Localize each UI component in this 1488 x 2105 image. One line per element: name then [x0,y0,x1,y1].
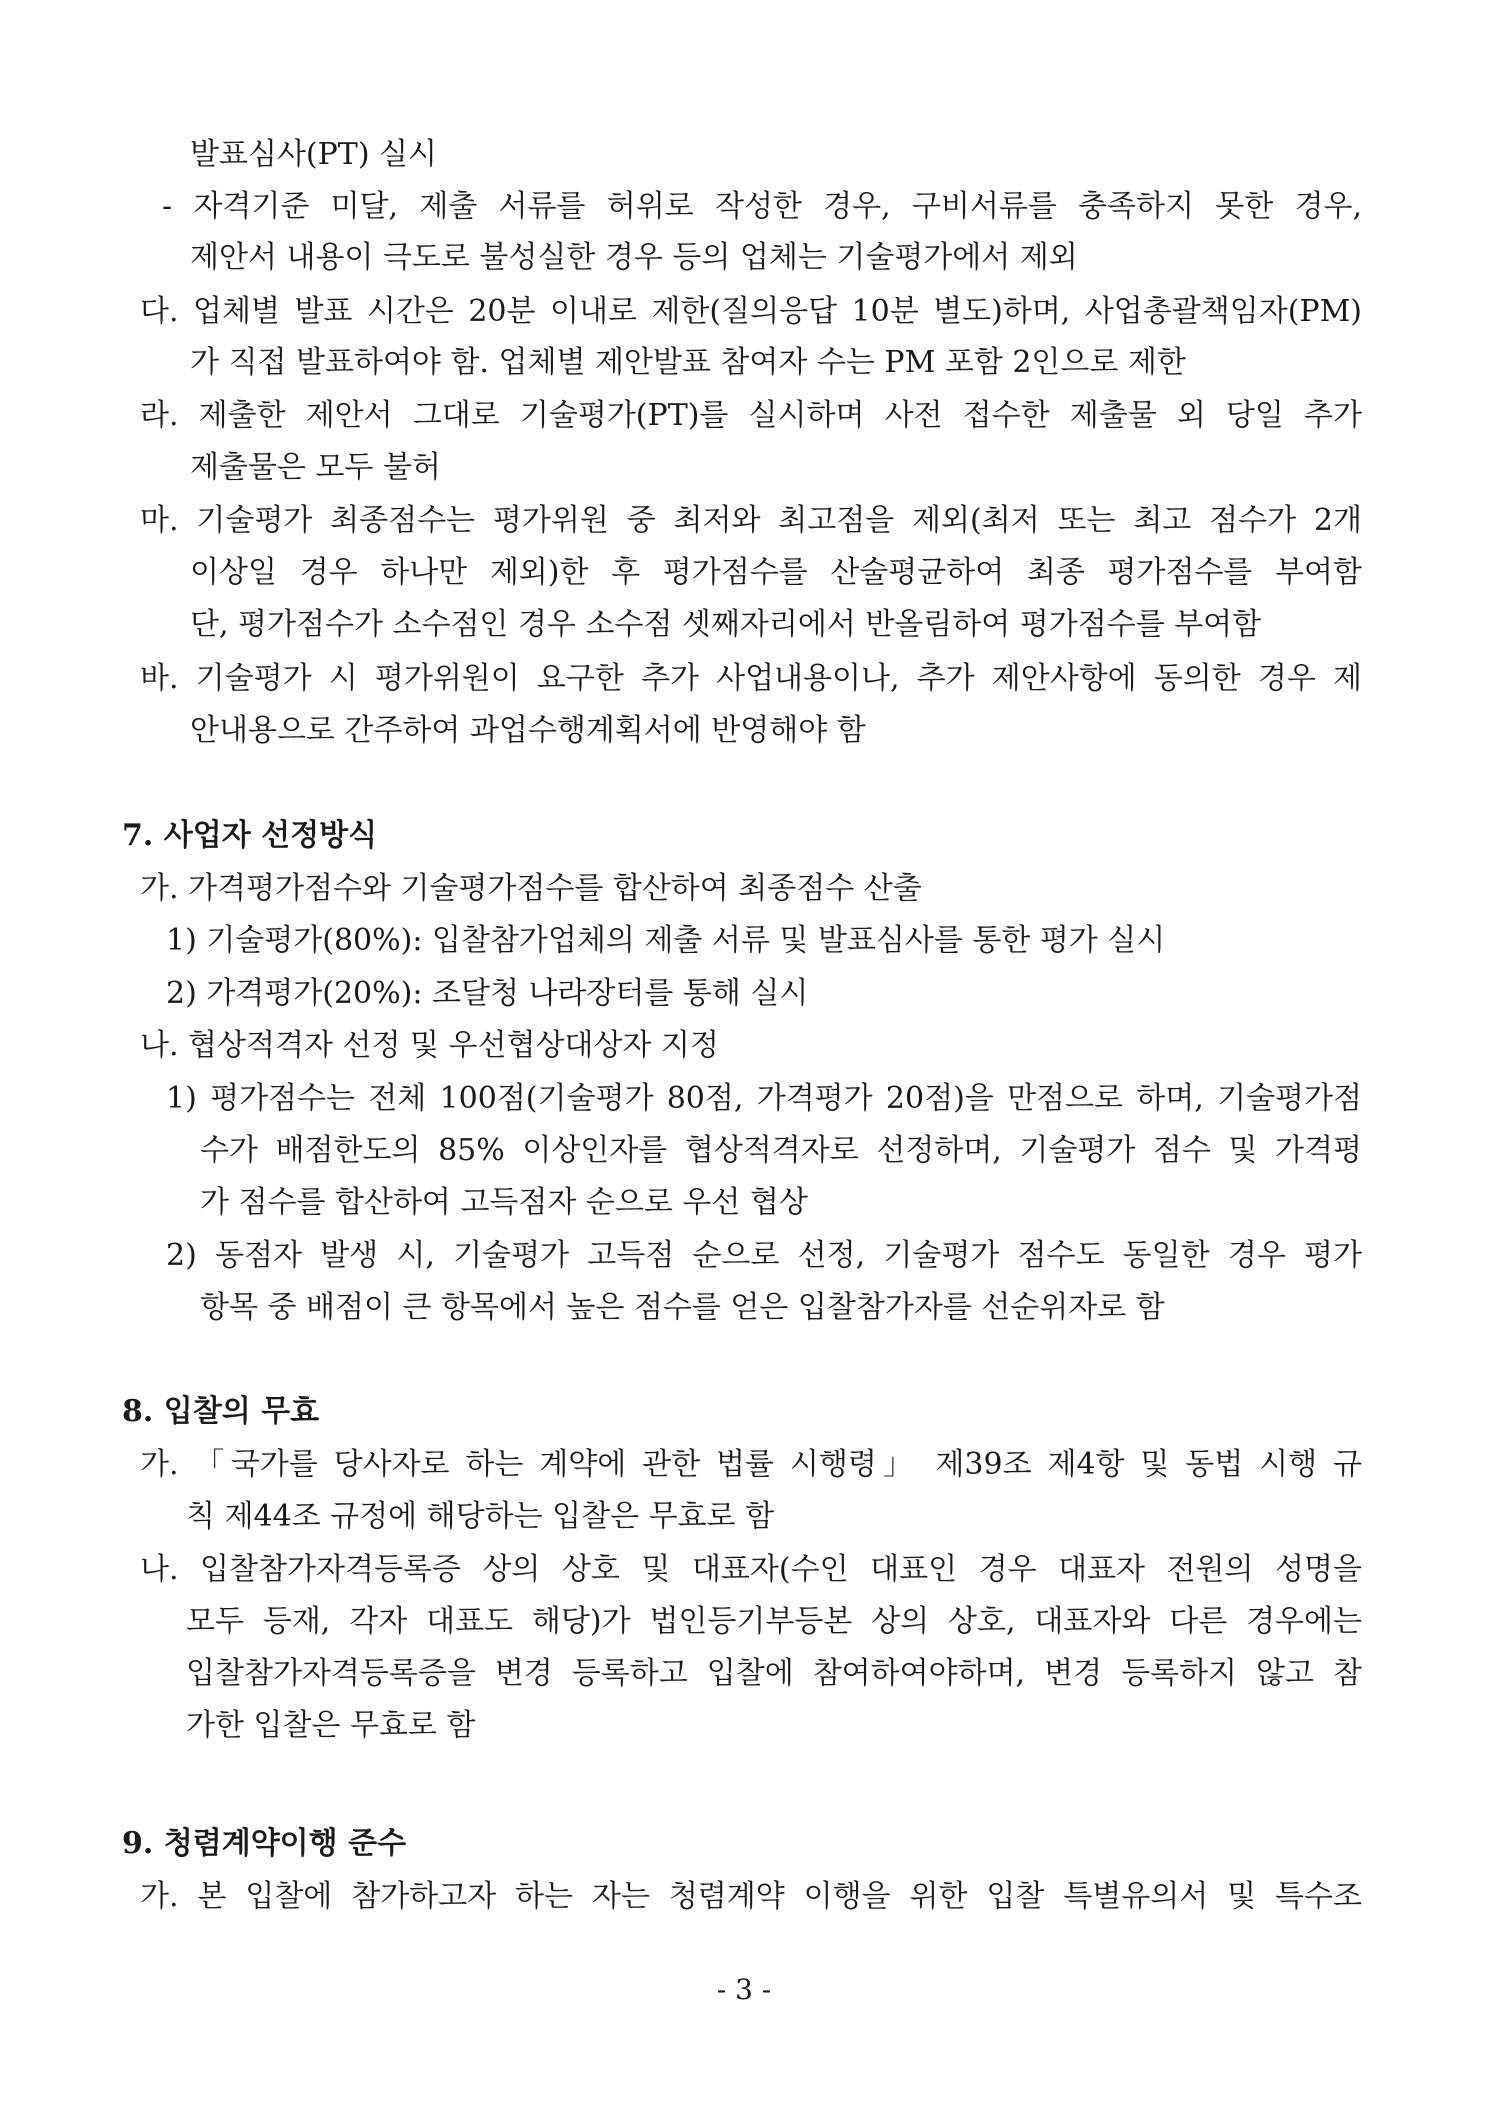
text-line: 가 점수를 합산하여 고득점자 순으로 우선 협상 [200,1185,808,1220]
text-line: 다. 업체별 발표 시간은 20분 이내로 제한(질의응답 10분 별도)하며, 사업총괄책임자(PM) [140,294,1362,329]
text-line: 가. 가격평가점수와 기술평가점수를 합산하여 최종점수 산출 [140,871,922,906]
text-line: 가. 본 입찰에 참가하고자 하는 자는 청렴계약 이행을 위한 입찰 특별유의서 및 특수조 [140,1879,1362,1914]
text-line: 나. 협상적격자 선정 및 우선협상대상자 지정 [140,1028,719,1063]
text-line: 모두 등재, 각자 대표도 해당)가 법인등기부등본 상의 상호, 대표자와 다른 경우에는 [186,1604,1362,1639]
text-line: 제안서 내용이 극도로 불성실한 경우 등의 업체는 기술평가에서 제외 [190,240,1078,275]
section-heading: 9. 청렴계약이행 준수 [122,1826,407,1861]
text-line: 바. 기술평가 시 평가위원이 요구한 추가 사업내용이나, 추가 제안사항에 동의한 경우 제 [140,661,1362,696]
text-line: 1) 평가점수는 전체 100점(기술평가 80점, 가격평가 20점)을 만점으로 하며, 기술평가점 [166,1081,1362,1116]
section-heading: 8. 입찰의 무효 [122,1394,320,1429]
text-line: 2) 가격평가(20%): 조달청 나라장터를 통해 실시 [166,976,809,1011]
text-line: 가. 「국가를 당사자로 하는 계약에 관한 법률 시행령」 제39조 제4항 및 동법 시행 규 [140,1447,1362,1482]
text-line: 안내용으로 간주하여 과업수행계획서에 반영해야 함 [190,713,866,748]
section-heading: 7. 사업자 선정방식 [122,818,378,853]
text-line: 입찰참가자격등록증을 변경 등록하고 입찰에 참여하여야하며, 변경 등록하지 않고 참 [186,1656,1362,1691]
text-line: 이상일 경우 하나만 제외)한 후 평가점수를 산술평균하여 최종 평가점수를 부여함 [190,555,1362,590]
text-line: 항목 중 배점이 큰 항목에서 높은 점수를 얻은 입찰참가자를 선순위자로 함 [200,1290,1165,1325]
text-line: 마. 기술평가 최종점수는 평가위원 중 최저와 최고점을 제외(최저 또는 최고 점수가 2개 [140,503,1362,538]
text-line: 수가 배점한도의 85% 이상인자를 협상적격자로 선정하며, 기술평가 점수 및 가격평 [200,1133,1362,1168]
text-line: 제출물은 모두 불허 [190,450,441,485]
text-line: - 자격기준 미달, 제출 서류를 허위로 작성한 경우, 구비서류를 충족하지 못한 경우, [162,189,1362,224]
text-line: 발표심사(PT) 실시 [190,137,438,172]
text-line: 가한 입찰은 무효로 함 [186,1708,476,1743]
text-line: 2) 동점자 발생 시, 기술평가 고득점 순으로 선정, 기술평가 점수도 동일한 경우 평가 [166,1238,1362,1273]
text-line: 단, 평가점수가 소수점인 경우 소수점 셋째자리에서 반올림하여 평가점수를 부여함 [190,607,1262,642]
text-line: 칙 제44조 규정에 해당하는 입찰은 무효로 함 [186,1499,775,1534]
text-line: 1) 기술평가(80%): 입찰참가업체의 제출 서류 및 발표심사를 통한 평가 실시 [166,923,1166,958]
text-line: 라. 제출한 제안서 그대로 기술평가(PT)를 실시하며 사전 접수한 제출물 외 당일 추가 [140,398,1362,433]
text-line: 나. 입찰참가자격등록증 상의 상호 및 대표자(수인 대표인 경우 대표자 전원의 성명을 [140,1552,1362,1587]
page-number: - 3 - [716,1973,772,2006]
text-line: 가 직접 발표하여야 함. 업체별 제안발표 참여자 수는 PM 포함 2인으로 제한 [190,345,1186,380]
